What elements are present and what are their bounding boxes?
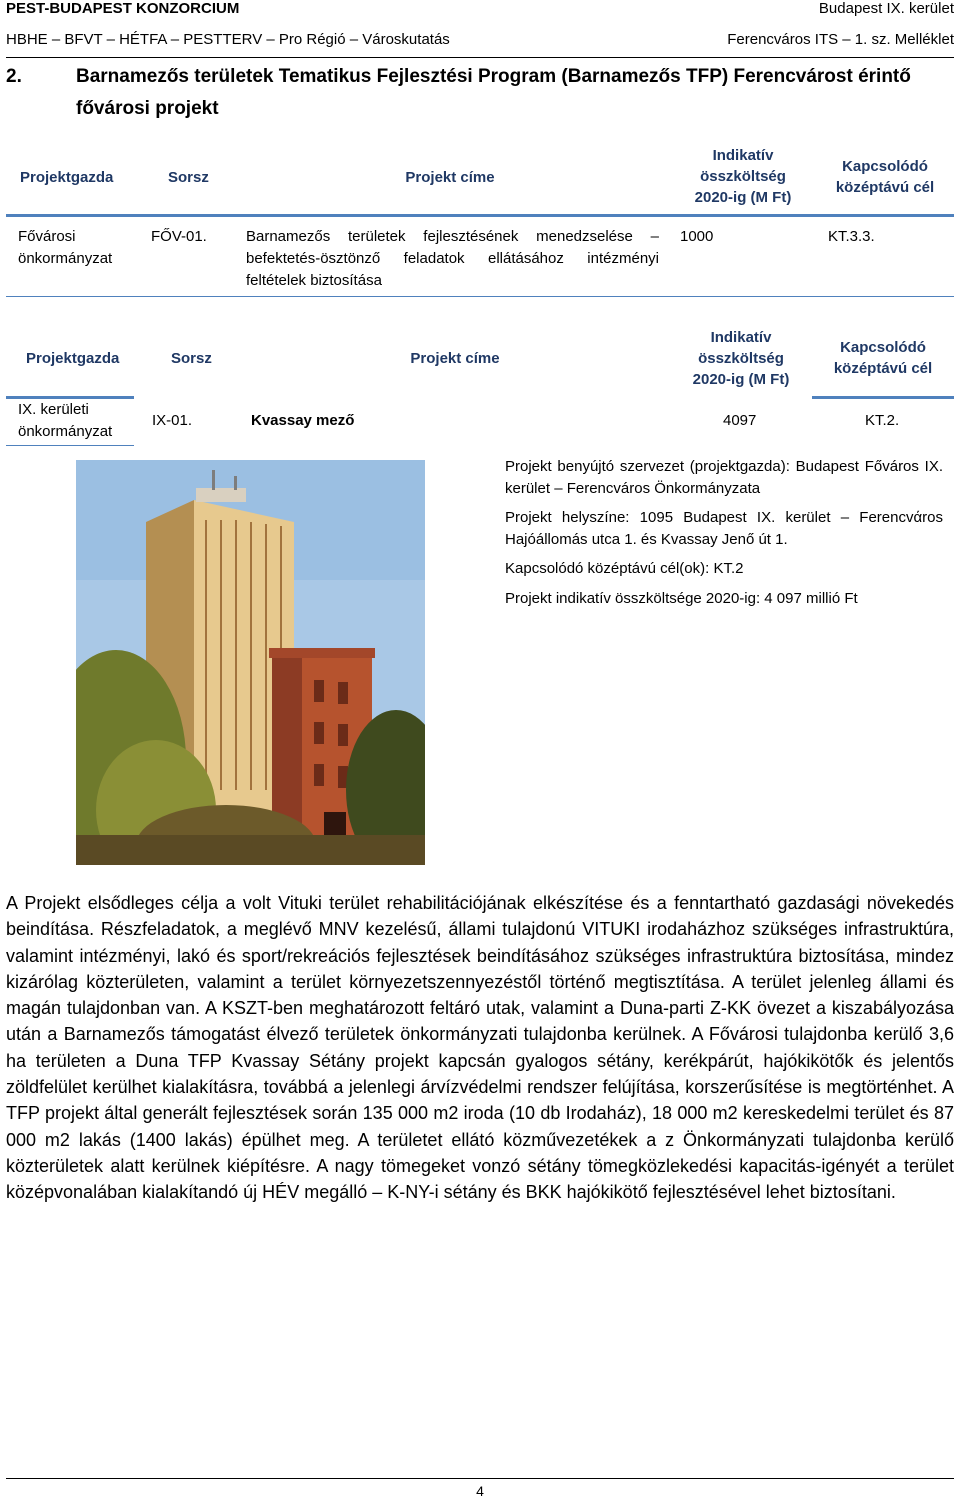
table-1-title: Barnamezős területek fejlesztésének menedzselése – befektetés-ösztönző feladatok ellátásához intézményi feltételek biztosítása [246, 228, 659, 289]
table-2-number: IX-01. [152, 412, 193, 429]
table-1-goal: KT.3.3. [828, 228, 875, 245]
section-number: 2. [6, 66, 22, 87]
section-title-line2: fővárosi projekt [76, 98, 219, 119]
table-2-header-rule-right [812, 396, 954, 399]
building-photo-icon [76, 460, 425, 865]
col-goal-header-2: Kapcsolódó középtávú cél [833, 339, 933, 377]
col-title-header-2: Projekt címe [410, 350, 500, 367]
section-title-line1: Barnamezős területek Tematikus Fejlesztési Program (Barnamezős TFP) Ferencvárost érintő [76, 66, 911, 87]
header-rule [6, 57, 954, 58]
header-org: PEST-BUDAPEST KONZORCIUM [6, 0, 240, 17]
project-goal: Kapcsolódó középtávú cél(ok): KT.2 [505, 560, 744, 577]
col-goal-header: Kapcsolódó középtávú cél [835, 158, 935, 196]
col-number-header: Sorsz [168, 169, 209, 186]
footer-rule [6, 1478, 954, 1479]
header-annex: Ferencváros ITS – 1. sz. Melléklet [727, 31, 954, 48]
project-submitter: Projekt benyújtó szervezet (projektgazda): Budapest Főváros IX. kerület – Ferencváros Önkormányzata [505, 458, 943, 497]
project-cost: Projekt indikatív összköltsége 2020-ig: 4 097 millió Ft [505, 590, 858, 607]
col-owner-header-2: Projektgazda [26, 350, 120, 367]
body-paragraph: A Projekt elsődleges célja a volt Vituki terület rehabilitációjának elkészítése és a fenntartható gazdasági növekedés beindítása. Részfeladatok, a meglévő MNV kezelésű, állami tulajdonú VITUKI irodaházhoz szükséges infrastruktúra, valamint intézményi, lakó és sport/rekreációs fejlesztések beindításához szükséges infrastruktúra biztosítása, mindez kizárólag közterületen, valamint a terület környezetszennyezéstől történő megtisztítása. A terület jelenleg állami és magán tulajdonban van. A KSZT-ben meghatározott feltáró utak, valamint a Duna-parti Z-KK övezet a kiszabályozása után a Barnamezős támogatást élvező területek önkormányzati tulajdonba kerülnek. A Fővárosi tulajdonba kerülő 3,6 ha területen a Duna TFP Kvassay Sétány projekt kapcsán gyalogos sétány, kerékpárút, hajókikötők és jelentős zöldfelület kerülhet kialakításra, továbbá a jelenlegi árvízvédelmi rendszer felújítása, korszerűsítése is megtörténhet. A TFP projekt által generált fejlesztések során 135 000 m2 iroda (10 db Irodaház), 18 000 m2 kereskedelmi terület és 87 000 m2 lakás (1400 lakás) épülhet meg. A területet ellátó közművezetékek a z Önkormányzati tulajdonba kerülő közterületek alatt kerülnek kiépítésre. A nagy tömegeket vonzó sétány tömegközlekedési kapacitás-igényét a terület középvonalában kialakítandó új HÉV megálló – K-NY-i sétány és BKK hajókikötő fejlesztésével lehet biztosítani. [6, 893, 954, 1203]
table-1-owner: Fővárosi önkormányzat [18, 228, 113, 267]
table-2-cost: 4097 [723, 412, 757, 429]
col-cost-header-2: Indikatív összköltség 2020-ig (M Ft) [692, 329, 790, 388]
col-title-header: Projekt címe [405, 169, 495, 186]
table-2-owner: IX. kerületi önkormányzat [18, 401, 113, 440]
project-location: Projekt helyszíne: 1095 Budapest IX. kerület – Ferencvάros Hajóállomás utca 1. és Kvassay Jenő út 1. [505, 509, 943, 548]
page-number: 4 [476, 1483, 484, 1499]
table-1-cost: 1000 [680, 228, 714, 245]
header-partners: HBHE – BFVT – HÉTFA – PESTTERV – Pro Régió – Városkutatás [6, 31, 450, 48]
table-1-header-rule [6, 214, 954, 217]
table-2-title: Kvassay mező [251, 412, 355, 429]
table-1-bottom-rule [6, 296, 954, 297]
col-owner-header: Projektgazda [20, 169, 114, 186]
table-1-number: FŐV-01. [151, 228, 207, 245]
table-2-bottom-rule [6, 445, 134, 446]
project-photo [76, 460, 425, 865]
header-district: Budapest IX. kerület [818, 0, 954, 17]
col-number-header-2: Sorsz [171, 350, 212, 367]
table-2-goal: KT.2. [865, 412, 900, 429]
col-cost-header: Indikatív összköltség 2020-ig (M Ft) [694, 147, 792, 206]
